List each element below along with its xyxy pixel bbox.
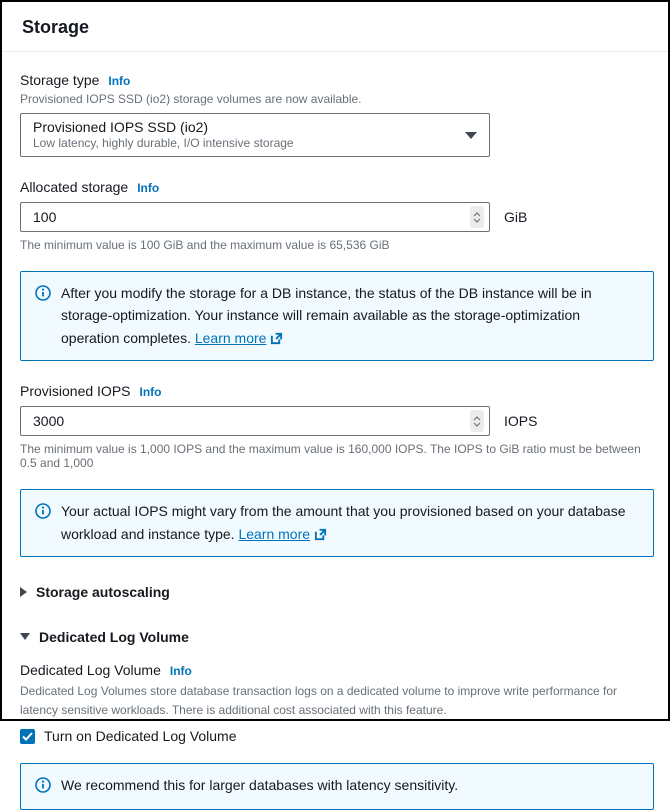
alert-text: Your actual IOPS might vary from the amount that you provisioned based on your database workload and instance type. Learn more bbox=[61, 503, 626, 542]
provisioned-iops-input[interactable] bbox=[21, 413, 470, 429]
allocated-storage-input[interactable] bbox=[21, 209, 470, 225]
panel-content bbox=[2, 52, 668, 810]
dedicated-log-volume-info-link[interactable]: Info bbox=[169, 663, 192, 678]
alert-text: We recommend this for larger databases with latency sensitivity. bbox=[61, 777, 459, 794]
allocated-storage-stepper[interactable] bbox=[470, 206, 484, 228]
learn-more-link[interactable]: Learn more bbox=[195, 330, 284, 346]
chevron-down-icon bbox=[465, 132, 477, 139]
stepper-down-icon bbox=[473, 218, 481, 223]
storage-autoscaling-expander[interactable] bbox=[20, 584, 650, 600]
turn-on-dlv-checkbox-row[interactable] bbox=[20, 728, 650, 744]
alert-text: After you modify the storage for a DB instance, the status of the DB instance will be in storage-optimization. Your instance will remain available as the storage-optimization operation completes. Learn more bbox=[61, 285, 592, 346]
dedicated-log-volume-field bbox=[20, 662, 650, 744]
stepper-up-icon bbox=[473, 416, 481, 421]
panel-title: Storage bbox=[22, 17, 90, 37]
info-icon bbox=[35, 500, 51, 545]
info-icon bbox=[35, 774, 51, 798]
storage-type-label: Storage type bbox=[20, 72, 100, 88]
provisioned-iops-input-wrap bbox=[20, 406, 490, 436]
storage-autoscaling-label: Storage autoscaling bbox=[36, 583, 170, 600]
storage-type-selected-value: Provisioned IOPS SSD (io2) bbox=[33, 119, 209, 135]
dlv-recommendation-alert bbox=[20, 763, 654, 810]
checkbox-checked-icon[interactable] bbox=[20, 729, 35, 744]
stepper-up-icon bbox=[473, 212, 481, 217]
allocated-storage-input-wrap bbox=[20, 202, 490, 232]
provisioned-iops-constraint: The minimum value is 1,000 IOPS and the maximum value is 160,000 IOPS. The IOPS to GiB ratio must be between 0.5 and 1,000 bbox=[20, 442, 641, 471]
storage-type-select[interactable] bbox=[20, 113, 490, 157]
provisioned-iops-field bbox=[20, 383, 650, 470]
storage-type-selected-description: Low latency, highly durable, I/O intensive storage bbox=[33, 136, 294, 150]
turn-on-dlv-checkbox-label: Turn on Dedicated Log Volume bbox=[44, 728, 237, 745]
provisioned-iops-info-link[interactable]: Info bbox=[139, 385, 162, 400]
storage-type-field bbox=[20, 72, 650, 157]
allocated-storage-info-link[interactable]: Info bbox=[137, 181, 160, 195]
dedicated-log-volume-section-label: Dedicated Log Volume bbox=[39, 628, 189, 645]
caret-down-icon bbox=[20, 633, 30, 640]
panel-header bbox=[2, 2, 668, 52]
allocated-storage-field bbox=[20, 179, 650, 252]
iops-variance-alert bbox=[20, 489, 654, 557]
provisioned-iops-label: Provisioned IOPS bbox=[20, 383, 131, 400]
allocated-storage-label: Allocated storage bbox=[20, 179, 129, 195]
caret-right-icon bbox=[20, 587, 27, 597]
external-link-icon bbox=[314, 528, 327, 541]
info-icon bbox=[35, 282, 51, 349]
storage-optimization-alert bbox=[20, 271, 654, 361]
dedicated-log-volume-label: Dedicated Log Volume bbox=[20, 661, 161, 678]
storage-type-description: Provisioned IOPS SSD (io2) storage volumes are now available. bbox=[20, 92, 362, 106]
dedicated-log-volume-expander[interactable] bbox=[20, 629, 650, 645]
allocated-storage-unit: GiB bbox=[504, 209, 528, 225]
dedicated-log-volume-description: Dedicated Log Volumes store database transaction logs on a dedicated volume to improve write performance for latency sensitive workloads. There is additional cost associated with this feature. bbox=[20, 683, 617, 717]
external-link-icon bbox=[270, 332, 283, 345]
allocated-storage-constraint: The minimum value is 100 GiB and the maximum value is 65,536 GiB bbox=[20, 238, 390, 252]
provisioned-iops-unit: IOPS bbox=[504, 413, 538, 430]
learn-more-link[interactable]: Learn more bbox=[238, 526, 327, 542]
stepper-down-icon bbox=[473, 422, 481, 427]
provisioned-iops-stepper[interactable] bbox=[470, 410, 484, 432]
storage-type-info-link[interactable]: Info bbox=[108, 74, 131, 88]
